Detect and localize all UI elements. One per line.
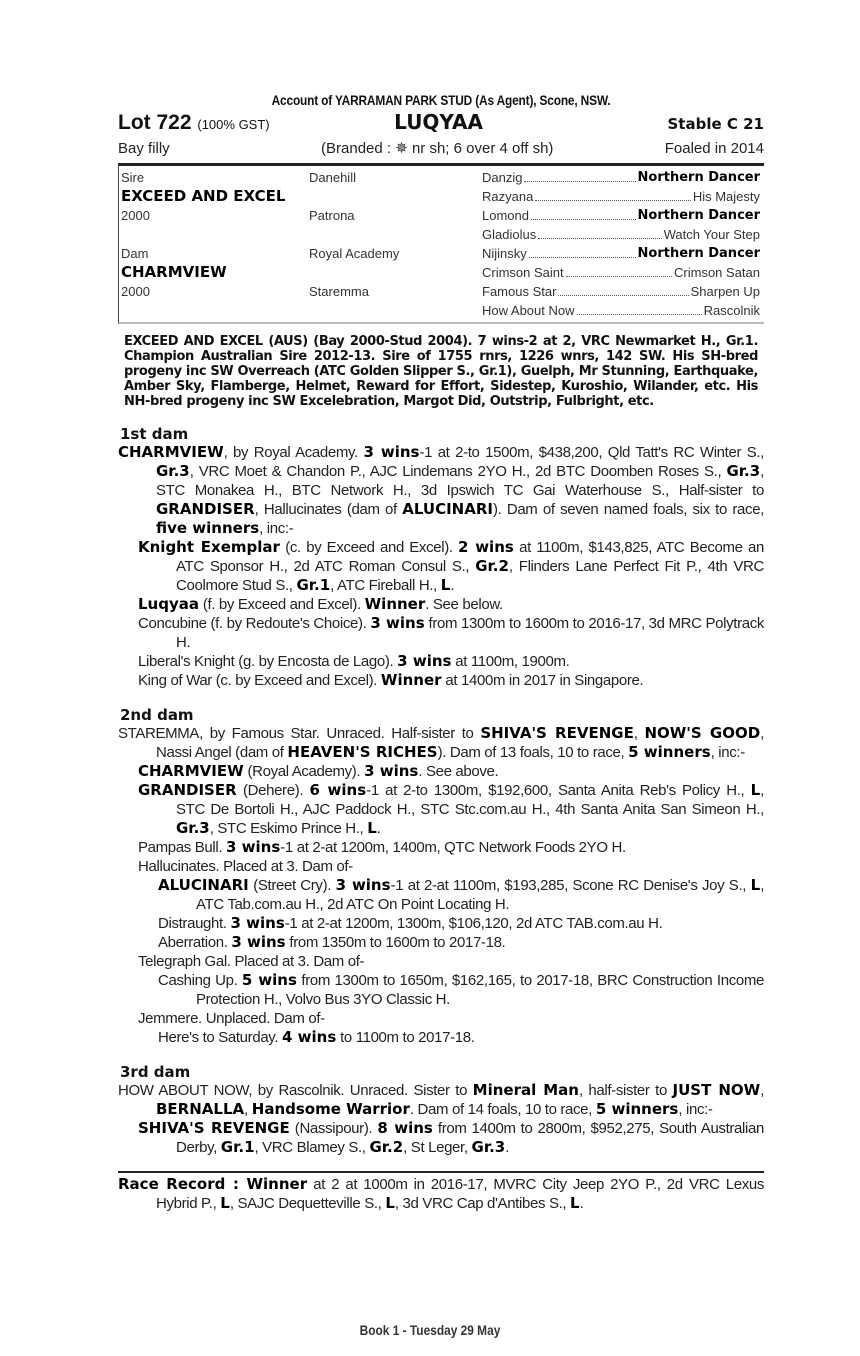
leader-dots — [566, 263, 672, 277]
text: , by Royal Academy. — [223, 444, 364, 461]
horse-name: LUQYAA — [394, 110, 483, 134]
brand-info: (Branded : ✵ nr sh; 6 over 4 off sh) — [321, 140, 554, 157]
ancestor-sire: Northern Dancer — [637, 246, 760, 261]
bold-text: 3 wins — [370, 614, 425, 632]
lot-subheader — [118, 139, 764, 157]
pedigree-col2-cell: Patrona — [309, 208, 355, 223]
bold-text: L — [570, 1194, 580, 1212]
pedigree-col2-cell: Staremma — [309, 284, 369, 299]
text: , VRC Moet & Chandon P., AJC Lindemans 2YO H., 2d BTC Doomben Roses S., — [189, 463, 727, 480]
ancestor-sire: Rascolnik — [703, 303, 760, 318]
text: , St Leger, — [403, 1139, 472, 1156]
pedigree-col1-cell: 2000 — [121, 284, 150, 299]
bold-text: Race Record : Winner — [118, 1175, 308, 1193]
text: , — [244, 1101, 252, 1118]
text: . — [376, 820, 381, 837]
family-entry — [118, 1009, 764, 1028]
text: , inc:- — [710, 744, 745, 761]
bold-text: Gr.2 — [475, 557, 509, 575]
ancestor-sire: Sharpen Up — [690, 284, 760, 299]
text: , half-sister to — [578, 1082, 673, 1099]
bold-text: 3 wins — [226, 838, 281, 856]
lot-header — [118, 110, 764, 135]
text: at 1400m in 2017 in Singapore. — [441, 672, 644, 689]
text: . — [505, 1139, 510, 1156]
bold-text: 3 wins — [231, 933, 286, 951]
text: , 3d VRC Cap d'Antibes S., — [394, 1195, 571, 1212]
bold-text: ALUCINARI — [158, 876, 249, 894]
bold-text: Winner — [364, 595, 426, 613]
pedigree-col2-cell — [309, 225, 482, 244]
ancestor-name: Lomond — [482, 208, 529, 223]
leader-dots — [531, 206, 636, 220]
text: . — [450, 577, 455, 594]
text: Hallucinates. Placed at 3. Dam of- — [138, 858, 353, 875]
text: , VRC Blamey S., — [254, 1139, 370, 1156]
text: , Hallucinates (dam of — [254, 501, 403, 518]
gst-note: (100% GST) — [197, 117, 270, 132]
ancestor-sire: Crimson Satan — [674, 265, 760, 280]
family-entry — [118, 952, 764, 971]
text: (Dehere). — [236, 782, 310, 799]
pedigree-ancestor-row — [482, 187, 760, 206]
family-entry — [118, 1119, 764, 1157]
family-entry — [118, 614, 764, 652]
leader-dots — [577, 301, 702, 315]
section-heading: 3rd dam — [120, 1063, 191, 1081]
pedigree-col1-cell — [121, 301, 309, 320]
bold-text: Gr.3 — [176, 819, 210, 837]
bold-text: SHIVA'S REVENGE — [480, 724, 634, 742]
text: at 1100m, 1900m. — [451, 653, 570, 670]
family-sections — [118, 425, 764, 1157]
family-entry — [118, 876, 764, 914]
text: Aberration. — [158, 934, 232, 951]
bold-text: L — [220, 1194, 230, 1212]
ancestor-sire: Northern Dancer — [637, 208, 760, 223]
bold-text: Gr.3 — [471, 1138, 506, 1156]
text: Here's to Saturday. — [158, 1029, 282, 1046]
bold-text: Gr.3 — [726, 462, 761, 480]
bold-text: 3 wins — [335, 876, 391, 894]
family-entry — [118, 1028, 764, 1047]
text: King of War (c. by Exceed and Excel). — [138, 672, 381, 689]
pedigree-ancestor-row — [482, 206, 760, 225]
stable-number: Stable C 21 — [667, 115, 764, 133]
text: , SAJC Dequetteville S., — [229, 1195, 386, 1212]
leader-dots — [529, 244, 636, 258]
text: (Nassipour). — [289, 1120, 378, 1137]
text: , — [633, 725, 645, 742]
text: , Nassi Angel (dam of — [156, 725, 764, 761]
text: . — [579, 1195, 584, 1212]
text: from 1350m to 1600m to 2017-18. — [285, 934, 506, 951]
text: , — [760, 1082, 765, 1099]
family-entry — [118, 538, 764, 595]
bold-text: CHARMVIEW — [138, 762, 244, 780]
pedigree-ancestor-row — [482, 301, 760, 320]
text: ). Dam of seven named foals, six to race, — [492, 501, 764, 518]
bold-text: L — [440, 576, 451, 594]
section-heading: 2nd dam — [120, 706, 194, 724]
pedigree-ancestor-row — [482, 263, 760, 282]
text: . Dam of 14 foals, 10 to race, — [409, 1101, 596, 1118]
family-entry — [118, 971, 764, 1009]
ancestor-name: Danzig — [482, 170, 523, 185]
ancestor-name: Crimson Saint — [482, 265, 564, 280]
text: , inc:- — [259, 520, 294, 537]
text: -1 at 2-at 1200m, 1400m, QTC Network Foods 2YO H. — [280, 839, 626, 856]
text: -1 at 2-at 1100m, $193,285, Scone RC Denise's Joy S., — [390, 877, 751, 894]
bold-text: Gr.1 — [220, 1138, 255, 1156]
bold-text: 5 wins — [241, 971, 297, 989]
text: Concubine (f. by Redoute's Choice). — [138, 615, 371, 632]
text: Liberal's Knight (g. by Encosta de Lago). — [138, 653, 398, 670]
text: , STC De Bortoli H., AJC Paddock H., STC Stc.com.au H., 4th Santa Anita San Simeon H., — [176, 782, 764, 818]
bold-text: Mineral Man — [472, 1081, 579, 1099]
pedigree-col1-cell: EXCEED AND EXCEL — [121, 187, 286, 205]
pedigree-ancestor-row — [482, 225, 760, 244]
pedigree-col2-cell: Royal Academy — [309, 246, 400, 261]
bold-text: 5 winners — [628, 743, 711, 761]
pedigree-col1-cell: Sire — [121, 170, 145, 185]
family-entry — [118, 652, 764, 671]
text: , ATC Fireball H., — [330, 577, 441, 594]
text: (Street Cry). — [248, 877, 336, 894]
text: from 1300m to 1650m, $162,165, to 2017-18, BRC Construction Income Protection H., Volvo Bus 3YO Classic H. — [196, 972, 765, 1008]
pedigree-col2-cell — [309, 301, 482, 320]
family-entry — [118, 914, 764, 933]
leader-dots — [524, 168, 635, 182]
section-heading: 1st dam — [120, 425, 189, 443]
bold-text: 3 wins — [230, 914, 285, 932]
family-entry — [118, 443, 764, 538]
colour-sex: Bay filly — [118, 140, 170, 157]
bold-text: JUST NOW — [672, 1081, 761, 1099]
pedigree-col1-cell: 2000 — [121, 208, 150, 223]
bold-text: 5 winners — [595, 1100, 679, 1118]
family-entry — [118, 1081, 764, 1119]
family-entry — [118, 857, 764, 876]
bold-text: CHARMVIEW — [118, 443, 224, 461]
bold-text: 3 wins — [364, 762, 419, 780]
family-entry — [118, 933, 764, 952]
page-footer: Book 1 - Tuesday 29 May — [359, 1322, 501, 1338]
lot-number: Lot 722 — [118, 111, 192, 134]
bold-text: BERNALLA — [156, 1100, 245, 1118]
bold-text: ALUCINARI — [402, 500, 493, 518]
family-entry — [118, 671, 764, 690]
ancestor-name: Nijinsky — [482, 246, 527, 261]
ancestor-name: Gladiolus — [482, 227, 537, 242]
bold-text: 6 wins — [309, 781, 367, 799]
bold-text: Luqyaa — [138, 595, 199, 613]
bold-text: 8 wins — [377, 1119, 433, 1137]
bold-text: Knight Exemplar — [138, 538, 280, 556]
text: at 2 at 1000m in 2016-17, MVRC City Jeep 2YO P., 2d VRC Lexus Hybrid P., — [156, 1176, 764, 1212]
text: , Flinders Lane Perfect Fit P., 4th VRC Coolmore Stud S., — [176, 558, 764, 594]
bold-text: 3 wins — [397, 652, 452, 670]
bold-text: L — [367, 819, 377, 837]
text: (f. by Exceed and Excel). — [199, 596, 365, 613]
pedigree-col1-cell: CHARMVIEW — [121, 263, 227, 281]
text: (Royal Academy). — [243, 763, 365, 780]
family-entry — [118, 724, 764, 762]
text: -1 at 2-to 1500m, $438,200, Qld Tatt's RC Winter S., — [419, 444, 764, 461]
bold-text: Gr.2 — [369, 1138, 404, 1156]
bold-text: five winners — [156, 519, 260, 537]
race-record — [118, 1171, 764, 1213]
bold-text: 3 wins — [363, 443, 420, 461]
text: Telegraph Gal. Placed at 3. Dam of- — [138, 953, 365, 970]
ancestor-name: Famous Star — [482, 284, 557, 299]
leader-dots — [538, 225, 661, 239]
leader-dots — [558, 282, 688, 296]
vendor-account: Account of YARRAMAN PARK STUD (As Agent), Scone, NSW. — [271, 92, 611, 108]
text: , ATC Tab.com.au H., 2d ATC On Point Locating H. — [196, 877, 765, 913]
lot-page — [118, 92, 764, 1213]
bold-text: Gr.1 — [296, 576, 331, 594]
text: Jemmere. Unplaced. Dam of- — [138, 1010, 325, 1027]
pedigree-col1-cell: Dam — [121, 246, 149, 261]
bold-text: GRANDISER — [156, 500, 255, 518]
text: -1 at 2-at 1200m, 1300m, $106,120, 2d ATC TAB.com.au H. — [284, 915, 663, 932]
text: STAREMMA, by Famous Star. Unraced. Half-sister to — [118, 725, 481, 742]
bold-text: 4 wins — [281, 1028, 337, 1046]
pedigree-ancestor-row — [482, 282, 760, 301]
ancestor-name: Razyana — [482, 189, 534, 204]
bold-text: Handsome Warrior — [251, 1100, 410, 1118]
ancestor-name: How About Now — [482, 303, 575, 318]
family-entry — [118, 595, 764, 614]
bold-text: Gr.3 — [156, 462, 190, 480]
text: from 1300m to 1600m to 2016-17, 3d MRC Polytrack H. — [176, 615, 765, 651]
text: ). Dam of 13 foals, 10 to race, — [437, 744, 629, 761]
leader-dots — [535, 187, 691, 201]
pedigree-ancestor-row — [482, 244, 760, 263]
text: to 1100m to 2017-18. — [336, 1029, 475, 1046]
text: , STC Eskimo Prince H., — [209, 820, 368, 837]
pedigree-col2-cell: Danehill — [309, 170, 356, 185]
ancestor-sire: Northern Dancer — [637, 170, 760, 185]
text: , STC Monakea H., BTC Network H., 3d Ipswich TC Gai Waterhouse S., Half-sister to — [156, 463, 764, 499]
family-entry — [118, 838, 764, 857]
bold-text: L — [750, 781, 761, 799]
bold-text: Winner — [380, 671, 442, 689]
bold-text: NOW'S GOOD — [644, 724, 761, 742]
bold-text: L — [385, 1194, 395, 1212]
bold-text: 2 wins — [458, 538, 514, 556]
text: at 1100m, $143,825, ATC Become an ATC Sponsor H., 2d ATC Roman Consul S., — [176, 539, 764, 575]
ancestor-sire: Watch Your Step — [663, 227, 760, 242]
family-entry — [118, 762, 764, 781]
text: HOW ABOUT NOW, by Rascolnik. Unraced. Sister to — [118, 1082, 473, 1099]
text: from 1400m to 2800m, $952,275, South Australian Derby, — [176, 1120, 764, 1156]
sire-summary: EXCEED AND EXCEL (AUS) (Bay 2000-Stud 2004). 7 wins-2 at 2, VRC Newmarket H., Gr.1. Champion Australian Sire 2012-13. Sire of 1755 rnrs, 1226 wnrs, 142 SW. His SH-bred progeny inc SW Overreach (ATC Golden Slipper S., Gr.1), Guelph, Mr Stunning, Earthquake, Amber Sky, Flamberge, Helmet, Reward for Effort, Sidestep, Kuroshio, Wilander, etc. His NH-bred progeny inc SW Excelebration, Margot Did, Outstrip, Fulbright, etc. — [124, 334, 758, 409]
bold-text: SHIVA'S REVENGE — [138, 1119, 290, 1137]
foaled-year: Foaled in 2014 — [664, 140, 764, 157]
text: Distraught. — [158, 915, 231, 932]
pedigree-table — [118, 163, 764, 324]
bold-text: HEAVEN'S RICHES — [287, 743, 438, 761]
bold-text: GRANDISER — [138, 781, 237, 799]
ancestor-sire: His Majesty — [692, 189, 760, 204]
bold-text: L — [750, 876, 761, 894]
family-entry — [118, 781, 764, 838]
text: , inc:- — [678, 1101, 713, 1118]
text: . See below. — [425, 596, 503, 613]
text: Pampas Bull. — [138, 839, 226, 856]
text: . See above. — [418, 763, 499, 780]
pedigree-ancestor-row — [482, 168, 760, 187]
text: -1 at 2-to 1300m, $192,600, Santa Anita Reb's Policy H., — [366, 782, 751, 799]
text: Cashing Up. — [158, 972, 242, 989]
pedigree-col1-cell — [121, 225, 309, 244]
text: (c. by Exceed and Excel). — [279, 539, 459, 556]
